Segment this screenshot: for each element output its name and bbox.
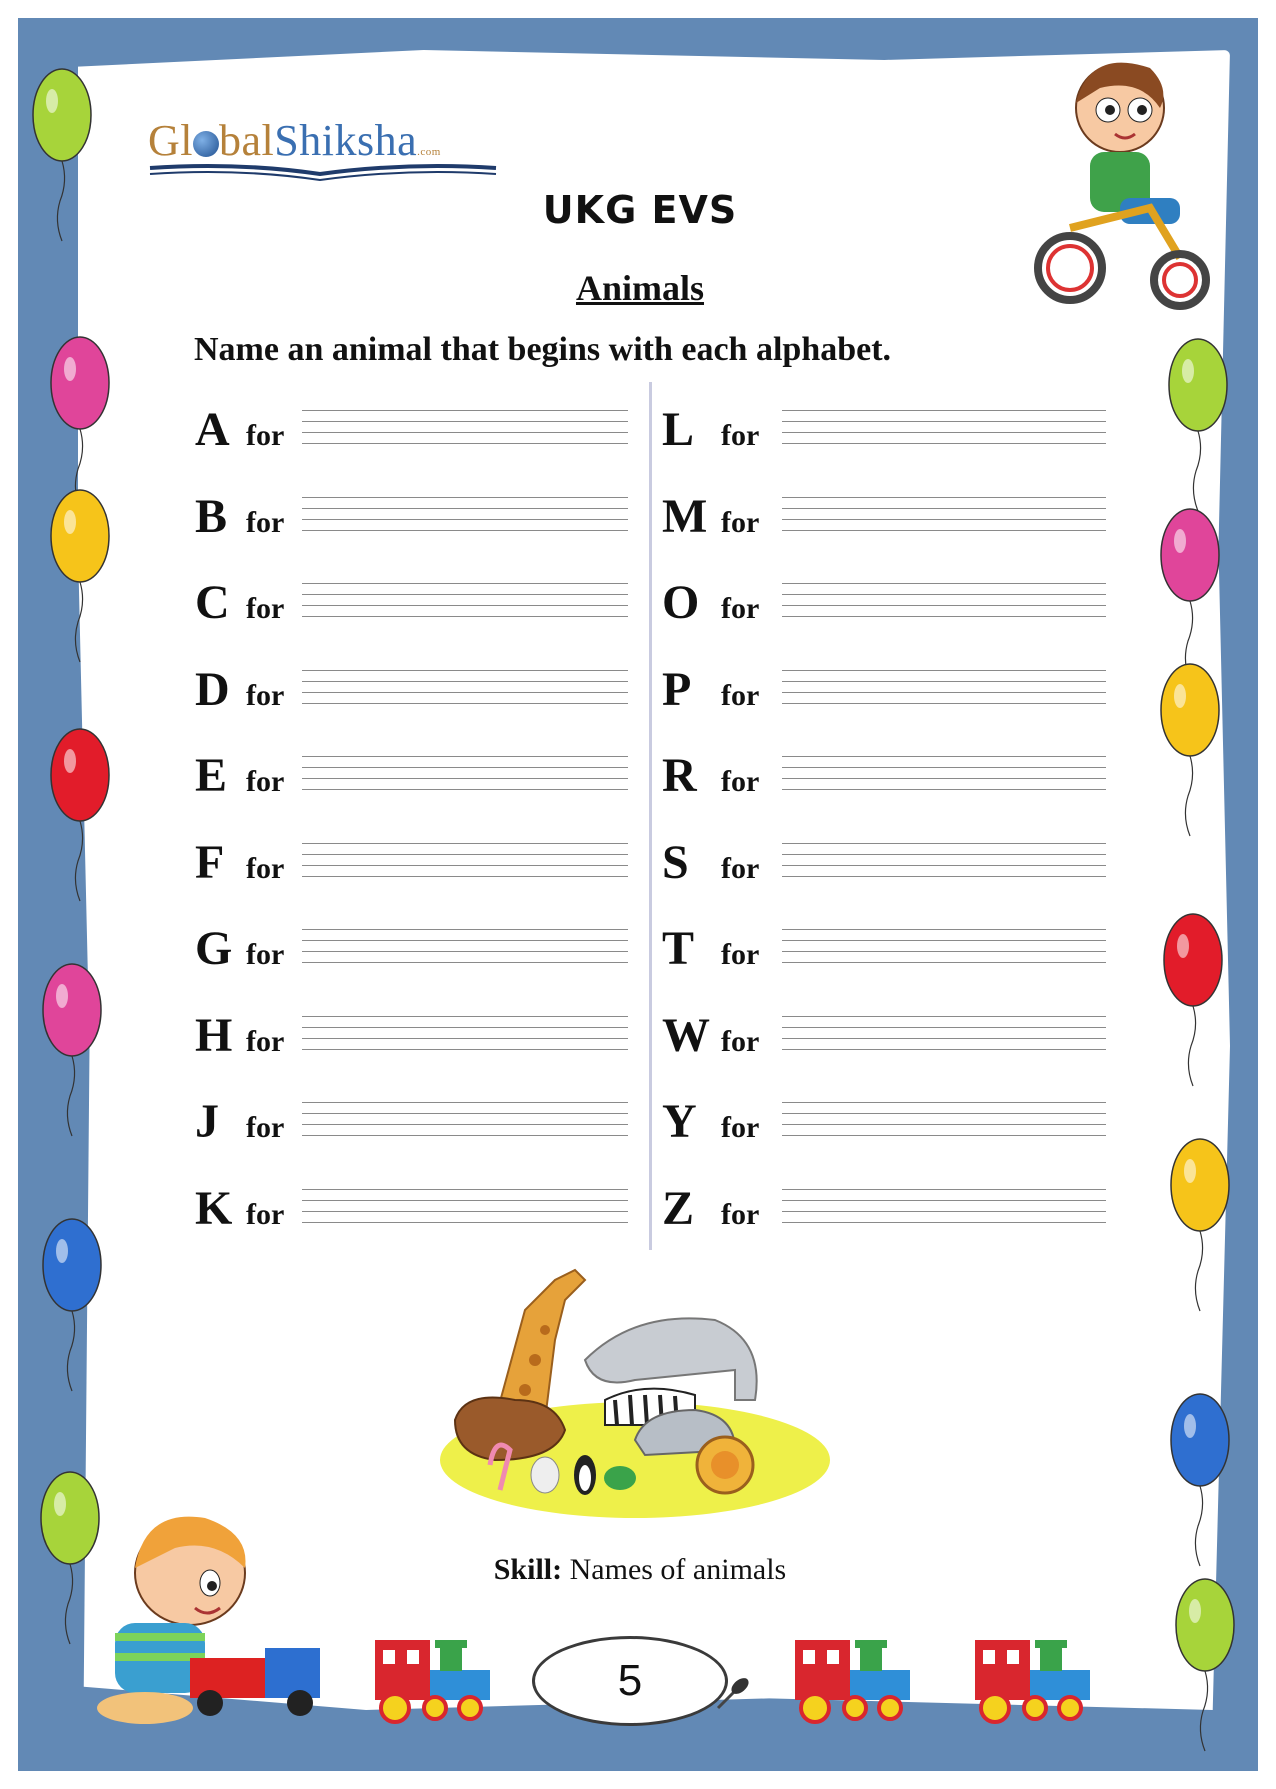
instruction-text: Name an animal that begins with each alphabet. — [194, 331, 892, 368]
toy-train-icon — [795, 1640, 910, 1722]
toy-train-icon — [375, 1640, 490, 1722]
row-letter: A — [195, 403, 230, 456]
row-letter: F — [195, 835, 225, 889]
row-for-word: for — [246, 678, 285, 712]
row-for-word: for — [721, 505, 760, 539]
row-letter: W — [662, 1008, 710, 1062]
row-letter: E — [195, 749, 228, 802]
topic-title: Animals — [575, 268, 705, 308]
skill-caption — [470, 1553, 810, 1587]
row-letter: L — [662, 403, 695, 456]
row-for-word: for — [246, 1197, 285, 1231]
row-for-word: for — [721, 1111, 760, 1144]
row-letter: M — [662, 489, 708, 543]
row-for-word: for — [246, 505, 285, 539]
row-letter: C — [195, 576, 230, 629]
row-for-word: for — [721, 419, 760, 452]
skill-label: Skill: — [493, 1553, 563, 1586]
row-for-word: for — [721, 1024, 760, 1058]
row-letter: R — [662, 749, 697, 802]
row-for-word: for — [721, 1197, 760, 1231]
row-for-word: for — [246, 592, 285, 625]
row-letter: S — [662, 835, 689, 889]
row-letter: T — [662, 922, 695, 975]
row-for-word: for — [246, 938, 285, 971]
row-letter: G — [195, 922, 233, 975]
row-letter: H — [195, 1008, 233, 1062]
logo-text-part2: bal — [219, 116, 275, 165]
pushpin-icon — [708, 1668, 758, 1718]
subject-title: UKG EVS — [542, 188, 738, 232]
row-letter: P — [662, 662, 692, 716]
row-letter: Z — [662, 1181, 695, 1235]
page-number: 5 — [532, 1636, 728, 1726]
row-letter: J — [195, 1095, 219, 1148]
row-for-word: for — [246, 1024, 285, 1058]
row-for-word: for — [246, 765, 285, 798]
row-letter: Y — [662, 1095, 697, 1148]
toy-train-icon — [975, 1640, 1090, 1722]
logo-text-part3: Shiksha — [274, 116, 418, 165]
zoo-animals-illustration — [435, 1250, 835, 1520]
row-for-word: for — [721, 592, 760, 625]
row-letter: B — [195, 489, 228, 543]
skill-text: Names of animals — [569, 1553, 787, 1586]
row-letter: K — [195, 1181, 233, 1235]
logo-suffix: .com — [417, 146, 441, 158]
logo-text-part1: Gl — [148, 116, 193, 165]
row-for-word: for — [246, 1111, 285, 1144]
row-for-word: for — [246, 419, 285, 452]
row-letter: O — [662, 576, 700, 629]
row-for-word: for — [246, 851, 285, 885]
row-for-word: for — [721, 938, 760, 971]
row-for-word: for — [721, 851, 760, 885]
row-for-word: for — [721, 765, 760, 798]
row-letter: D — [195, 662, 230, 716]
row-for-word: for — [721, 678, 760, 712]
